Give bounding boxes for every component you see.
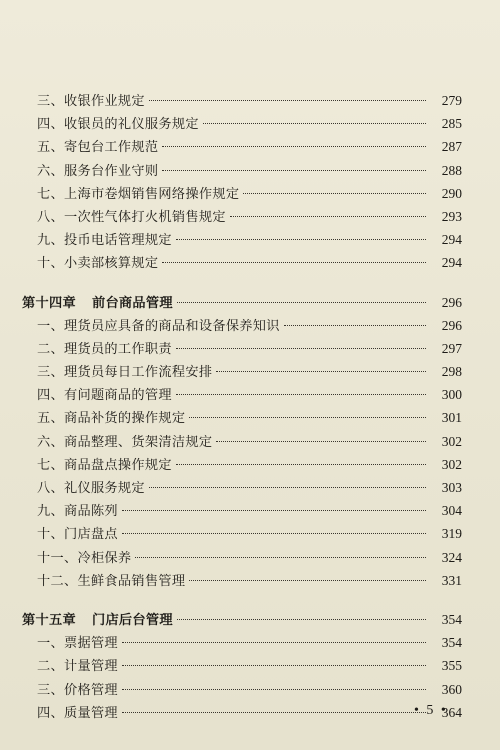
- toc-page-number: 355: [441, 658, 462, 674]
- toc-page-number: 300: [441, 387, 462, 403]
- dot-leader: [177, 302, 426, 303]
- dot-leader: [189, 580, 426, 581]
- dot-leader: [230, 216, 426, 217]
- dot-leader: [122, 510, 426, 511]
- toc-entry: [22, 383, 462, 406]
- dot-leader: [216, 371, 426, 372]
- toc-entry: [22, 112, 462, 135]
- toc-page-number: 354: [441, 611, 462, 627]
- chapter-number: 第十四章: [22, 295, 76, 311]
- toc-entry-title: 六、服务台作业守则: [37, 163, 159, 179]
- section-gap: [22, 592, 462, 608]
- chapter-title: 门店后台管理: [91, 612, 173, 628]
- toc-entry-title: 六、商品整理、货架清洁规定: [37, 434, 213, 450]
- toc-page-number: 319: [441, 526, 462, 542]
- toc-entry: [22, 406, 462, 429]
- dot-leader: [122, 712, 426, 713]
- dot-leader: [135, 557, 426, 558]
- dot-leader: [189, 417, 426, 418]
- chapter-title: 前台商品管理: [91, 295, 173, 311]
- chapter-heading-15: [22, 608, 462, 631]
- toc-entry: [22, 135, 462, 158]
- toc-page-number: 360: [441, 681, 462, 697]
- dot-leader: [122, 533, 426, 534]
- toc-entry: [22, 430, 462, 453]
- toc-page-number: 293: [441, 208, 462, 224]
- dot-leader: [162, 170, 426, 171]
- toc-page-number: 303: [441, 480, 462, 495]
- page-number-footer: • 5 •: [414, 703, 448, 718]
- toc-entry-title: 三、理货员每日工作流程安排: [37, 365, 213, 381]
- toc-page-number: 304: [441, 503, 462, 519]
- toc-entry-title: 十、小卖部核算规定: [37, 256, 159, 272]
- toc-page-number: 290: [441, 185, 462, 201]
- toc-entry-title: 七、商品盘点操作规定: [37, 457, 172, 473]
- section-gap: [22, 275, 462, 291]
- toc-page-number: 301: [441, 410, 462, 426]
- toc-entry-title: 五、商品补货的操作规定: [37, 411, 186, 427]
- toc-entry: [22, 522, 462, 545]
- toc-page-number: 294: [441, 232, 462, 248]
- toc-page-number: 298: [441, 364, 462, 380]
- toc-page-number: 297: [441, 340, 462, 356]
- toc-entry: [22, 159, 462, 182]
- toc-entry: [22, 453, 462, 476]
- toc-page-number: 302: [441, 456, 462, 472]
- toc-entry-title: 三、价格管理: [37, 682, 118, 698]
- dot-leader: [122, 665, 426, 666]
- toc-entry-title: 三、收银作业规定: [37, 94, 145, 109]
- dot-leader: [284, 325, 426, 326]
- dot-leader: [216, 441, 426, 442]
- table-of-contents: [22, 89, 462, 724]
- toc-entry: [22, 251, 462, 274]
- dot-leader: [203, 123, 426, 124]
- toc-entry: [22, 228, 462, 251]
- toc-entry-title: 四、收银员的礼仪服务规定: [37, 117, 199, 133]
- toc-entry-title: 十、门店盘点: [37, 527, 118, 543]
- toc-page-number: 331: [441, 572, 462, 588]
- chapter-number: 第十五章: [22, 612, 76, 628]
- dot-leader: [149, 487, 426, 488]
- toc-entry: [22, 182, 462, 205]
- dot-leader: [122, 642, 426, 643]
- toc-entry-title: 二、理货员的工作职责: [37, 341, 172, 357]
- dot-leader: [176, 464, 426, 465]
- toc-page-number: 288: [441, 162, 462, 178]
- dot-leader: [177, 619, 426, 620]
- toc-entry: [22, 569, 462, 592]
- dot-leader: [162, 262, 426, 263]
- toc-entry: [22, 678, 462, 701]
- toc-entry: [22, 546, 462, 569]
- toc-entry: [22, 360, 462, 383]
- toc-entry: [22, 314, 462, 337]
- toc-page-number: 296: [441, 317, 462, 333]
- toc-page-number: 279: [441, 93, 462, 108]
- toc-page-number: 287: [441, 139, 462, 155]
- toc-page-number: 364: [441, 704, 462, 720]
- toc-entry-title: 七、上海市卷烟销售网络操作规定: [37, 186, 240, 202]
- toc-entry-title: 十二、生鲜食品销售管理: [37, 573, 186, 589]
- toc-entry-title: 九、投币电话管理规定: [37, 233, 172, 249]
- toc-page-number: 296: [441, 294, 462, 310]
- dot-leader: [122, 689, 426, 690]
- toc-entry-title: 五、寄包台工作规范: [37, 140, 159, 156]
- toc-entry: [22, 476, 462, 499]
- chapter-heading-14: [22, 291, 462, 314]
- toc-entry-title: 八、一次性气体打火机销售规定: [37, 209, 226, 225]
- toc-page-number: 302: [441, 433, 462, 449]
- toc-entry: [22, 205, 462, 228]
- toc-entry: [22, 631, 462, 654]
- dot-leader: [176, 239, 426, 240]
- dot-leader: [162, 146, 426, 147]
- toc-entry-title: 一、理货员应具备的商品和设备保养知识: [37, 318, 280, 334]
- toc-entry-title: 十一、冷柜保养: [37, 550, 132, 566]
- toc-entry-title: 一、票据管理: [37, 636, 118, 652]
- dot-leader: [149, 100, 426, 101]
- toc-page-number: 324: [441, 549, 462, 565]
- dot-leader: [176, 348, 426, 349]
- dot-leader: [176, 394, 426, 395]
- toc-page-number: 285: [441, 116, 462, 132]
- toc-page-number: 354: [441, 635, 462, 651]
- toc-entry: [22, 701, 462, 724]
- toc-entry-title: 四、有问题商品的管理: [37, 388, 172, 404]
- toc-entry-title: 八、礼仪服务规定: [37, 481, 145, 496]
- toc-entry: [22, 89, 462, 112]
- toc-entry-title: 二、计量管理: [37, 659, 118, 675]
- toc-entry: [22, 499, 462, 522]
- toc-entry-title: 九、商品陈列: [37, 504, 118, 520]
- toc-entry: [22, 654, 462, 677]
- dot-leader: [243, 193, 426, 194]
- toc-page-number: 294: [441, 255, 462, 271]
- toc-entry-title: 四、质量管理: [37, 705, 118, 721]
- toc-entry: [22, 337, 462, 360]
